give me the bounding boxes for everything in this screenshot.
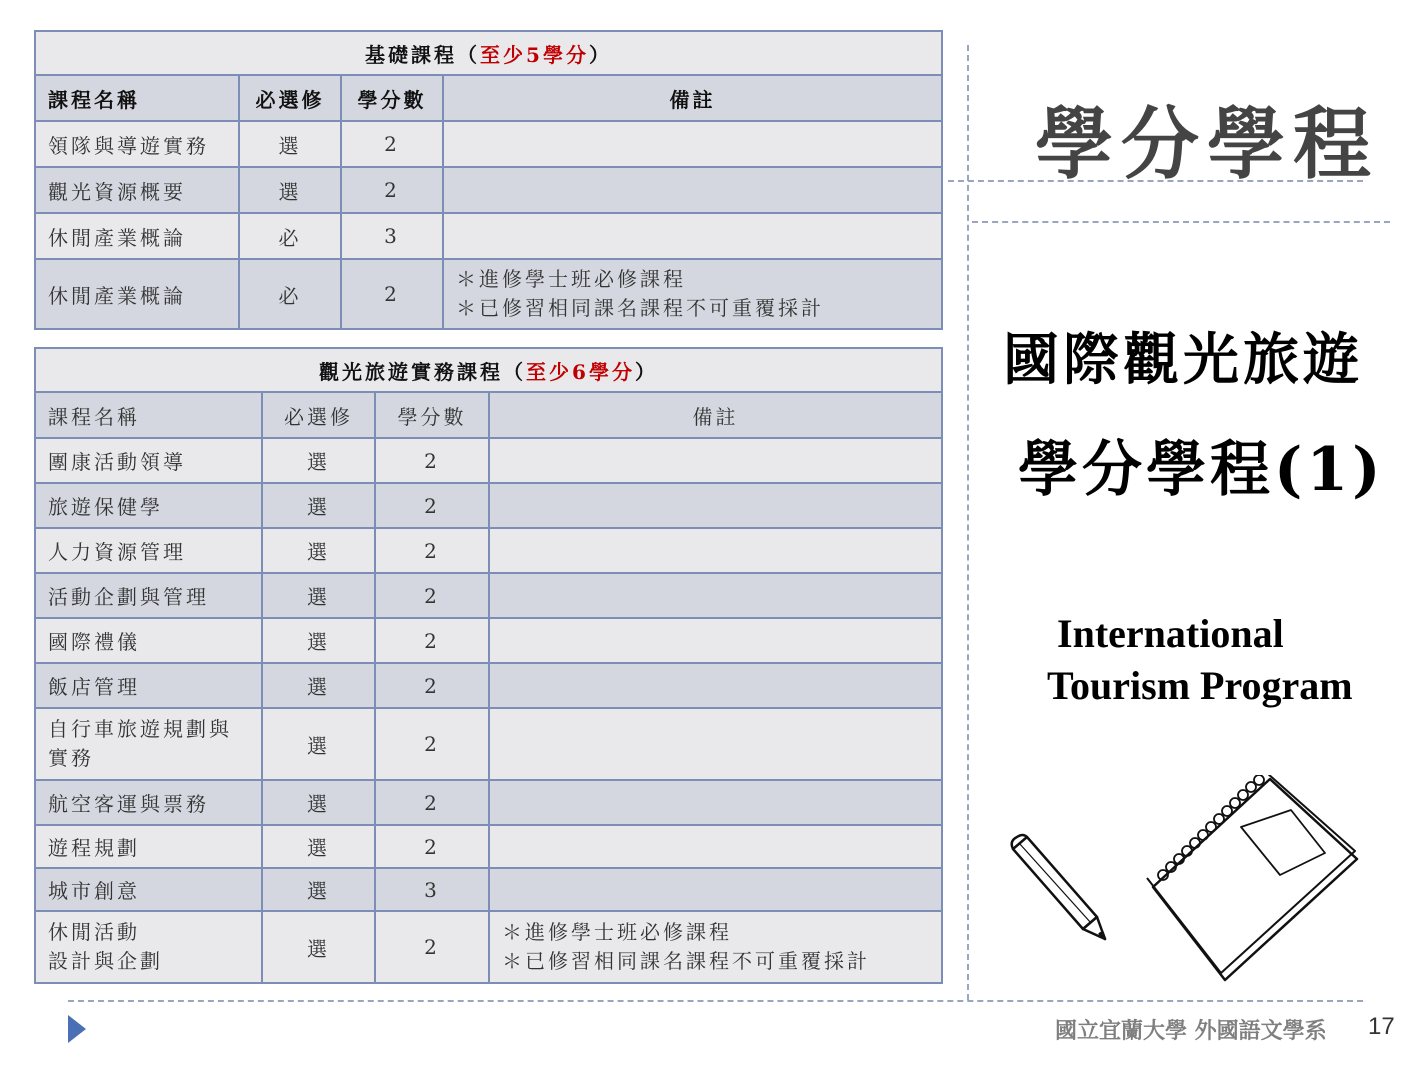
course-credits: 2 xyxy=(375,483,489,528)
course-credits: 2 xyxy=(375,663,489,708)
table-row xyxy=(35,573,942,618)
course-credits: 3 xyxy=(375,868,489,911)
table-row xyxy=(35,708,942,780)
program-name-line1: 國際觀光旅遊 xyxy=(1003,327,1363,393)
table-row xyxy=(35,483,942,528)
course-note xyxy=(489,708,942,780)
course-name: 休閒產業概論 xyxy=(35,259,239,329)
col-header-name: 課程名稱 xyxy=(35,392,262,438)
course-type: 選 xyxy=(262,528,375,573)
course-credits: 2 xyxy=(375,528,489,573)
pencil-icon xyxy=(1012,835,1105,939)
tourism-practice-courses-table xyxy=(34,347,943,984)
credit-requirement: 至少6學分 xyxy=(526,359,635,384)
course-type: 選 xyxy=(239,121,341,167)
table-header-row xyxy=(35,392,942,438)
page-title: 學分學程 xyxy=(1035,99,1380,190)
course-note: ＊進修學士班必修課程 ＊已修習相同課名課程不可重覆採計 xyxy=(489,911,942,983)
course-type: 選 xyxy=(262,573,375,618)
course-type: 選 xyxy=(239,167,341,213)
table-row xyxy=(35,780,942,825)
course-name: 人力資源管理 xyxy=(35,528,262,573)
course-type: 必 xyxy=(239,259,341,329)
table-title: 基礎課程（至少5學分） xyxy=(35,31,942,75)
table-row xyxy=(35,438,942,483)
english-name-line2: Tourism Program xyxy=(1047,663,1353,708)
course-note xyxy=(489,825,942,868)
page-number: 17 xyxy=(1368,1013,1395,1040)
program-name-line2: 學分學程(1) xyxy=(1018,435,1385,505)
col-header-note: 備註 xyxy=(443,75,942,121)
course-name: 城市創意 xyxy=(35,868,262,911)
table-row xyxy=(35,167,942,213)
course-name: 觀光資源概要 xyxy=(35,167,239,213)
table-header-row xyxy=(35,75,942,121)
notebook-icon xyxy=(1147,775,1357,980)
table-row xyxy=(35,868,942,911)
course-type: 選 xyxy=(262,663,375,708)
course-note xyxy=(489,780,942,825)
course-note xyxy=(443,167,942,213)
credit-requirement: 至少5學分 xyxy=(480,42,589,67)
vertical-divider xyxy=(967,45,969,1000)
pencil-notebook-illustration xyxy=(1005,775,1365,990)
table-title: 觀光旅遊實務課程（至少6學分） xyxy=(35,348,942,392)
col-header-note: 備註 xyxy=(489,392,942,438)
course-name: 休閒活動 設計與企劃 xyxy=(35,911,262,983)
course-credits: 2 xyxy=(375,780,489,825)
course-note xyxy=(489,868,942,911)
table-row xyxy=(35,825,942,868)
table-row xyxy=(35,121,942,167)
english-name-line1: International xyxy=(1057,611,1284,656)
course-credits: 2 xyxy=(375,618,489,663)
course-type: 選 xyxy=(262,708,375,780)
course-credits: 3 xyxy=(341,213,443,259)
footer-divider xyxy=(68,1000,1363,1002)
course-type: 選 xyxy=(262,483,375,528)
course-name: 國際禮儀 xyxy=(35,618,262,663)
play-arrow-icon xyxy=(68,1015,86,1043)
table-row xyxy=(35,259,942,329)
table-row xyxy=(35,911,942,983)
course-note xyxy=(443,121,942,167)
course-note xyxy=(489,438,942,483)
course-credits: 2 xyxy=(341,121,443,167)
course-type: 選 xyxy=(262,780,375,825)
course-note xyxy=(489,528,942,573)
course-note xyxy=(489,483,942,528)
course-name: 休閒產業概論 xyxy=(35,213,239,259)
col-header-type: 必選修 xyxy=(239,75,341,121)
course-credits: 2 xyxy=(375,573,489,618)
col-header-credits: 學分數 xyxy=(341,75,443,121)
course-name: 自行車旅遊規劃與 實務 xyxy=(35,708,262,780)
table-row xyxy=(35,528,942,573)
course-type: 選 xyxy=(262,911,375,983)
table-row xyxy=(35,618,942,663)
course-note: ＊進修學士班必修課程 ＊已修習相同課名課程不可重覆採計 xyxy=(443,259,942,329)
course-name: 領隊與導遊實務 xyxy=(35,121,239,167)
course-credits: 2 xyxy=(375,708,489,780)
course-type: 選 xyxy=(262,868,375,911)
course-name: 飯店管理 xyxy=(35,663,262,708)
course-name: 團康活動領導 xyxy=(35,438,262,483)
table-row xyxy=(35,213,942,259)
basic-courses-table xyxy=(34,30,943,330)
col-header-name: 課程名稱 xyxy=(35,75,239,121)
title-divider xyxy=(972,221,1390,223)
course-credits: 2 xyxy=(375,438,489,483)
footer-institution: 國立宜蘭大學 外國語文學系 xyxy=(1055,1019,1327,1044)
table-row xyxy=(35,663,942,708)
course-credits: 2 xyxy=(341,259,443,329)
course-credits: 2 xyxy=(375,911,489,983)
course-type: 選 xyxy=(262,825,375,868)
course-name: 遊程規劃 xyxy=(35,825,262,868)
course-name: 旅遊保健學 xyxy=(35,483,262,528)
course-name: 航空客運與票務 xyxy=(35,780,262,825)
course-note xyxy=(443,213,942,259)
course-type: 選 xyxy=(262,438,375,483)
course-credits: 2 xyxy=(375,825,489,868)
course-type: 必 xyxy=(239,213,341,259)
course-note xyxy=(489,618,942,663)
course-name: 活動企劃與管理 xyxy=(35,573,262,618)
col-header-type: 必選修 xyxy=(262,392,375,438)
course-type: 選 xyxy=(262,618,375,663)
course-credits: 2 xyxy=(341,167,443,213)
course-note xyxy=(489,573,942,618)
col-header-credits: 學分數 xyxy=(375,392,489,438)
course-note xyxy=(489,663,942,708)
